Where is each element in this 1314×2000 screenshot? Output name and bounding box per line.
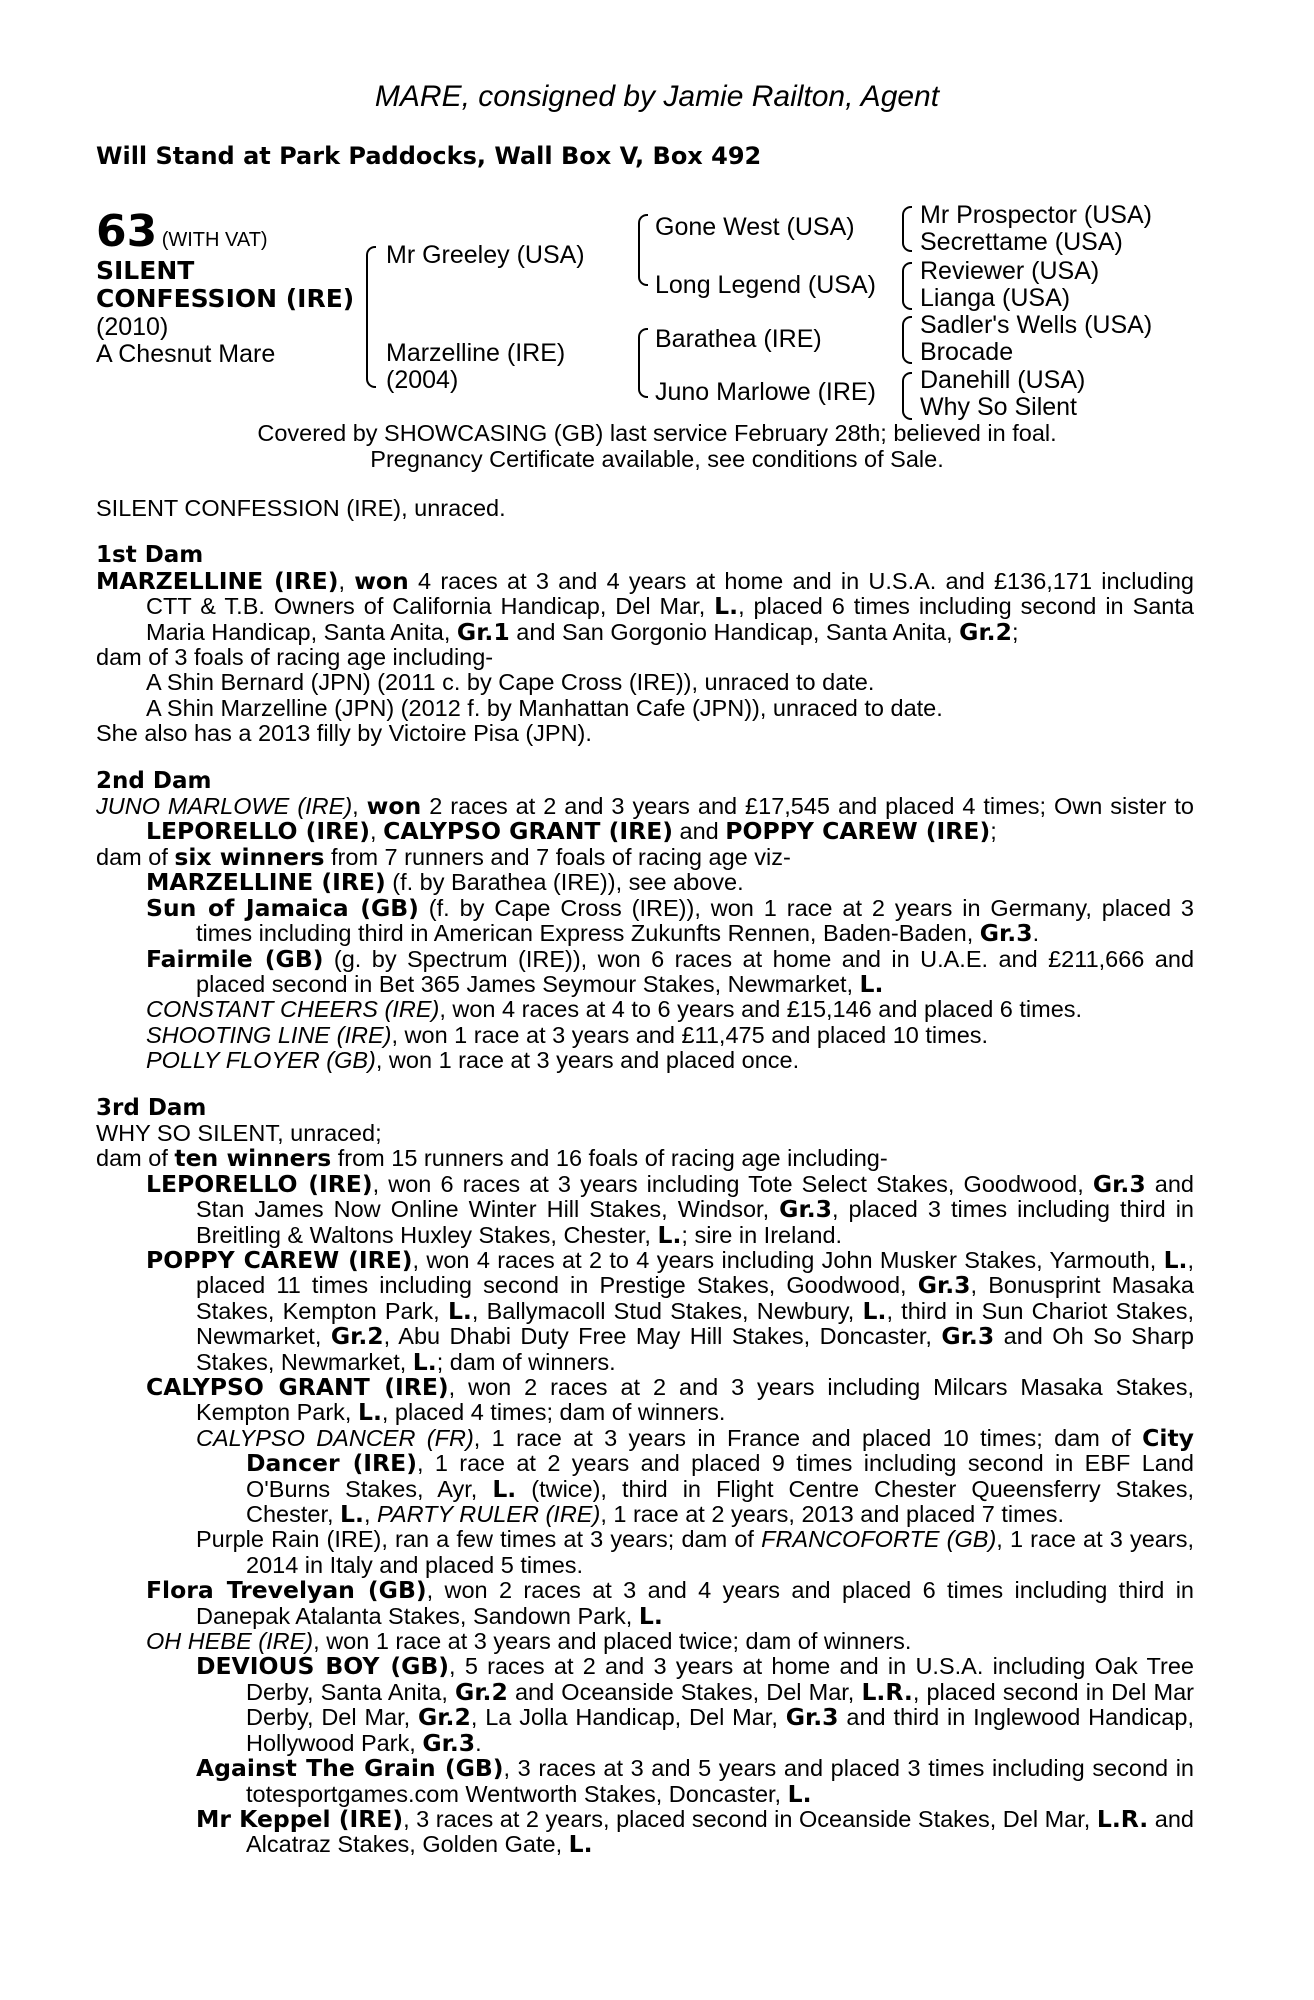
lot-number-row — [96, 206, 268, 257]
pedigree-brace — [902, 206, 912, 252]
horse-name-line2: CONFESSION (IRE) — [96, 284, 355, 313]
dam-entry — [96, 566, 1194, 646]
progeny-entry — [96, 1527, 1194, 1578]
progeny-list — [96, 870, 1194, 1073]
text-run: dam of — [96, 1145, 175, 1172]
text-run: , won 2 races at 2 and 3 years including Milcars Masaka Stakes, Kempton Park, — [196, 1374, 1194, 1426]
text-run: and Oceanside Stakes, Del Mar, — [507, 1678, 862, 1705]
text-run: , placed 4 times; dam of winners. — [381, 1399, 726, 1426]
bold-text: L. — [568, 1830, 593, 1859]
text-run: , placed 3 times including third in Breitling & Waltons Huxley Stakes, Chester, — [196, 1196, 1194, 1248]
text-run: , won 2 races at 3 and 4 years and placed 6 times including third in Danepak Atalanta Stakes, Sandown Park, — [196, 1577, 1194, 1629]
pedigree-sss: Mr Prospector (USA) — [920, 201, 1152, 229]
text-run: ; dam of winners. — [436, 1348, 616, 1375]
bold-text: Gr.2 — [418, 1703, 471, 1732]
bold-text: L. — [447, 1296, 472, 1325]
text-run: , — [363, 1501, 378, 1528]
bold-text: Gr.3 — [979, 919, 1033, 948]
text-run: , 1 race at 2 years and placed 9 times including second in EBF Land O'Burns Stakes, Ayr, — [246, 1450, 1195, 1502]
progeny-entry — [96, 870, 1194, 895]
bold-text: POPPY CAREW (IRE) — [725, 817, 991, 846]
progeny-entry — [96, 1654, 1194, 1756]
bold-text: ten winners — [174, 1144, 332, 1173]
bold-text: Gr.2 — [959, 617, 1012, 646]
italic-text: CALYPSO DANCER (FR) — [196, 1424, 474, 1451]
progeny-entry — [96, 1169, 1194, 1249]
text-run: ; — [1011, 618, 1019, 645]
text-run: from 15 runners and 16 foals of racing age including- — [331, 1145, 888, 1172]
pedigree-sire-sire: Gone West (USA) — [655, 213, 855, 241]
progeny-entry — [96, 893, 1194, 948]
bold-text: L. — [657, 1220, 682, 1249]
text-run: , 1 race at 3 years, 2014 in Italy and placed 5 times. — [246, 1526, 1194, 1578]
pedigree-sire: Mr Greeley (USA) — [386, 241, 585, 269]
progeny-entry — [96, 1804, 1194, 1859]
section-heading: 2nd Dam — [96, 767, 212, 794]
pedigree-brace — [366, 246, 376, 388]
text-run: , won 4 races at 2 to 4 years including John Musker Stakes, Yarmouth, — [412, 1246, 1164, 1273]
horse-year: (2010) — [96, 313, 169, 341]
pedigree-brace — [902, 316, 912, 364]
bold-text: won — [354, 566, 409, 595]
bold-text: L. — [714, 592, 739, 621]
bold-text: L. — [638, 1601, 663, 1630]
text-run: and Alcatraz Stakes, Golden Gate, — [246, 1805, 1194, 1858]
text-run: ; — [990, 818, 997, 845]
pedigree-dds: Danehill (USA) — [920, 366, 1086, 394]
text-run: , placed 6 times including second in Santa Maria Handicap, Santa Anita, — [146, 593, 1194, 645]
bold-text: six winners — [174, 842, 325, 871]
text-run: and — [673, 818, 726, 845]
text-run: , 3 races at 2 years, placed second in Oceanside Stakes, Del Mar, — [403, 1805, 1097, 1832]
text-run: . — [475, 1729, 482, 1756]
bold-text: L. — [340, 1500, 364, 1529]
italic-text: JUNO MARLOWE (IRE) — [96, 793, 353, 820]
text-run: , won 6 races at 3 years including Tote Select Stakes, Goodwood, — [372, 1170, 1093, 1197]
pedigree-dam-dam: Juno Marlowe (IRE) — [655, 378, 876, 406]
also-line: She also has a 2013 filly by Victoire Pisa (JPN). — [96, 720, 592, 747]
bold-text: Sun of Jamaica (GB) — [146, 893, 419, 922]
stand-location: Will Stand at Park Paddocks, Wall Box V, Box 492 — [96, 142, 762, 170]
dam-of-line — [96, 842, 1194, 871]
pedigree-notes — [96, 496, 1194, 1858]
bold-text: CALYPSO GRANT (IRE) — [146, 1373, 449, 1401]
section-heading: 3rd Dam — [96, 1094, 207, 1121]
italic-text: FRANCOFORTE (GB) — [761, 1526, 997, 1553]
text-run: ; sire in Ireland. — [681, 1221, 843, 1248]
text-run: and San Gorgonio Handicap, Santa Anita, — [509, 618, 960, 645]
bold-text: L. — [492, 1474, 517, 1503]
pedigree-brace — [902, 262, 912, 310]
text-run: , Ballymacoll Stud Stakes, Newbury, — [471, 1297, 863, 1324]
text-run: (f. by Barathea (IRE)), see above. — [385, 869, 744, 896]
italic-text: PARTY RULER (IRE) — [377, 1501, 601, 1528]
bold-text: Fairmile (GB) — [146, 944, 324, 973]
text-run: . — [1032, 920, 1040, 947]
progeny-entry — [96, 1756, 1194, 1807]
text-run: , won 1 race at 3 years and £11,475 and placed 10 times. — [391, 1021, 989, 1048]
bold-text: Gr.1 — [456, 617, 510, 646]
foal-entry: A Shin Bernard (JPN) (2011 c. by Cape Cross (IRE)), unraced to date. — [146, 669, 875, 696]
dam-of-line — [96, 1146, 1194, 1171]
text-run: Purple Rain (IRE), ran a few times at 3 years; dam of — [196, 1526, 762, 1553]
bold-text: Gr.3 — [422, 1728, 476, 1757]
pedigree-brace — [638, 214, 648, 286]
bold-text: won — [366, 792, 422, 821]
text-run: , 3 races at 3 and 5 years and placed 3 times including second in totesportgames.com Wentworth Stakes, Doncaster, — [246, 1755, 1194, 1807]
bold-text: Against The Grain (GB) — [196, 1754, 504, 1783]
cover-line2: Pregnancy Certificate available, see conditions of Sale. — [370, 446, 944, 472]
bold-text: POPPY CAREW (IRE) — [146, 1245, 413, 1274]
pedigree-ddd: Why So Silent — [920, 393, 1078, 421]
pedigree-dss: Sadler's Wells (USA) — [920, 311, 1153, 339]
progeny-entry — [96, 1245, 1194, 1376]
bold-text: L.R. — [861, 1677, 913, 1706]
bold-text: City Dancer (IRE) — [246, 1423, 1194, 1478]
bold-text: CALYPSO GRANT (IRE) — [383, 817, 673, 846]
pedigree-sire-dam: Long Legend (USA) — [655, 271, 876, 299]
horse-name-line1: SILENT — [96, 256, 195, 285]
bold-text: Gr.2 — [455, 1677, 508, 1706]
italic-text: CONSTANT CHEERS (IRE) — [146, 996, 440, 1023]
italic-text: POLLY FLOYER (GB) — [146, 1047, 376, 1074]
text-run: , 5 races at 2 and 3 years at home and in U.S.A. including Oak Tree Derby, Santa Anita, — [246, 1653, 1194, 1705]
intro-line: SILENT CONFESSION (IRE), unraced. — [96, 495, 506, 521]
bold-text: L.R. — [1096, 1804, 1149, 1833]
progeny-entry — [96, 944, 1195, 998]
progeny-entry — [96, 1578, 1194, 1629]
bold-text: DEVIOUS BOY (GB) — [196, 1652, 450, 1681]
pedigree-sds: Reviewer (USA) — [920, 257, 1100, 285]
pedigree-sdd: Lianga (USA) — [920, 284, 1071, 312]
bold-text: L. — [412, 1347, 437, 1376]
text-run: , — [352, 793, 367, 820]
pedigree-dam: Marzelline (IRE) — [386, 339, 566, 367]
dam-of-line: dam of 3 foals of racing age including- — [96, 644, 494, 671]
text-run: , won 1 race at 3 years and placed twice; dam of winners. — [313, 1628, 912, 1655]
text-run: , won 4 races at 4 to 6 years and £15,146 and placed 6 times. — [439, 996, 1083, 1023]
text-run: , won 1 race at 3 years and placed once. — [375, 1047, 800, 1074]
bold-text: L. — [787, 1779, 812, 1808]
bold-text: Gr.3 — [785, 1703, 839, 1732]
text-run: 2 races at 2 and 3 years and £17,545 and placed 4 times; Own sister to — [421, 793, 1195, 820]
bold-text: L. — [1163, 1245, 1188, 1274]
progeny-entry — [96, 1023, 1194, 1048]
bold-text: Gr.2 — [330, 1322, 384, 1351]
lot-number: 63 — [96, 206, 158, 257]
cover-line1: Covered by SHOWCASING (GB) last service February 28th; believed in foal. — [257, 420, 1057, 446]
text-run: , third in Sun Chariot Stakes, Newmarket, — [196, 1297, 1194, 1350]
pedigree-dsd: Brocade — [920, 338, 1014, 366]
text-run: (twice), third in Flight Centre Chester Queensferry Stakes, Chester, — [246, 1475, 1195, 1528]
text-run: , Bonusprint Masaka Stakes, Kempton Park, — [196, 1272, 1194, 1324]
bold-text: L. — [859, 969, 884, 998]
bold-text: Gr.3 — [917, 1271, 971, 1300]
horse-description: A Chesnut Mare — [96, 340, 276, 368]
bold-text: Gr.3 — [1092, 1169, 1146, 1198]
bold-text: L. — [357, 1398, 382, 1427]
bold-text: Gr.3 — [941, 1322, 995, 1351]
pedigree-dam-year: (2004) — [386, 366, 459, 394]
section-heading: 1st Dam — [96, 542, 204, 569]
text-run: , — [370, 818, 384, 845]
progeny-entry — [96, 1048, 1194, 1073]
foal-entry: A Shin Marzelline (JPN) (2012 f. by Manhattan Cafe (JPN)), unraced to date. — [146, 694, 943, 721]
text-run: , La Jolla Handicap, Del Mar, — [470, 1704, 786, 1731]
text-run: and third in Inglewood Handicap, Hollywood Park, — [246, 1704, 1194, 1756]
text-run: , 1 race at 3 years in France and placed 10 times; dam of — [473, 1424, 1143, 1451]
bold-text: Flora Trevelyan (GB) — [146, 1576, 427, 1605]
bold-text: MARZELLINE (IRE) — [146, 868, 386, 897]
bold-text: LEPORELLO (IRE) — [146, 817, 371, 846]
pedigree-ssd: Secrettame (USA) — [920, 228, 1123, 256]
text-run: and Stan James Now Online Winter Hill Stakes, Windsor, — [196, 1170, 1194, 1223]
text-run: and Oh So Sharp Stakes, Newmarket, — [196, 1323, 1194, 1375]
page-title: MARE, consigned by Jamie Railton, Agent — [374, 80, 940, 113]
progeny-entry — [96, 997, 1194, 1022]
bold-text: Gr.3 — [779, 1195, 832, 1224]
text-run: , 1 race at 2 years, 2013 and placed 7 times. — [600, 1501, 1065, 1528]
pedigree-brace — [902, 372, 912, 420]
bold-text: MARZELLINE (IRE) — [96, 566, 339, 595]
pedigree-dam-sire: Barathea (IRE) — [655, 325, 822, 353]
dam-entry: WHY SO SILENT, unraced; — [96, 1119, 382, 1146]
italic-text: OH HEBE (IRE) — [146, 1628, 314, 1655]
text-run: , Abu Dhabi Duty Free May Hill Stakes, Doncaster, — [383, 1323, 942, 1350]
text-run: from 7 runners and 7 foals of racing age viz- — [324, 843, 791, 870]
progeny-entry — [96, 1375, 1194, 1426]
pedigree-brace — [638, 328, 648, 398]
text-run: , — [338, 567, 355, 594]
text-run: , placed second in Del Mar Derby, Del Mar, — [246, 1678, 1194, 1731]
bold-text: Mr Keppel (IRE) — [196, 1804, 404, 1833]
progeny-entry — [96, 1629, 1194, 1654]
vat-note: (WITH VAT) — [161, 229, 268, 251]
progeny-entry — [96, 1423, 1195, 1529]
text-run: (g. by Spectrum (IRE)), won 6 races at home and in U.A.E. and £211,666 and placed second in Bet 365 James Seymour Stakes, Newmarket, — [196, 945, 1195, 997]
dam-entry — [96, 794, 1194, 845]
text-run: (f. by Cape Cross (IRE)), won 1 race at 2 years in Germany, placed 3 times including third in American Express Zukunfts Rennen, Baden-Baden, — [196, 894, 1194, 947]
text-run: , placed 11 times including second in Prestige Stakes, Goodwood, — [196, 1246, 1194, 1299]
italic-text: SHOOTING LINE (IRE) — [146, 1021, 392, 1048]
bold-text: LEPORELLO (IRE) — [146, 1169, 373, 1198]
progeny-list — [96, 1169, 1195, 1859]
bold-text: L. — [862, 1296, 887, 1325]
text-run: dam of — [96, 843, 175, 870]
text-run: 4 races at 3 and 4 years at home and in U.S.A. and £136,171 including CTT & T.B. Owners of California Handicap, Del Mar, — [146, 567, 1194, 620]
